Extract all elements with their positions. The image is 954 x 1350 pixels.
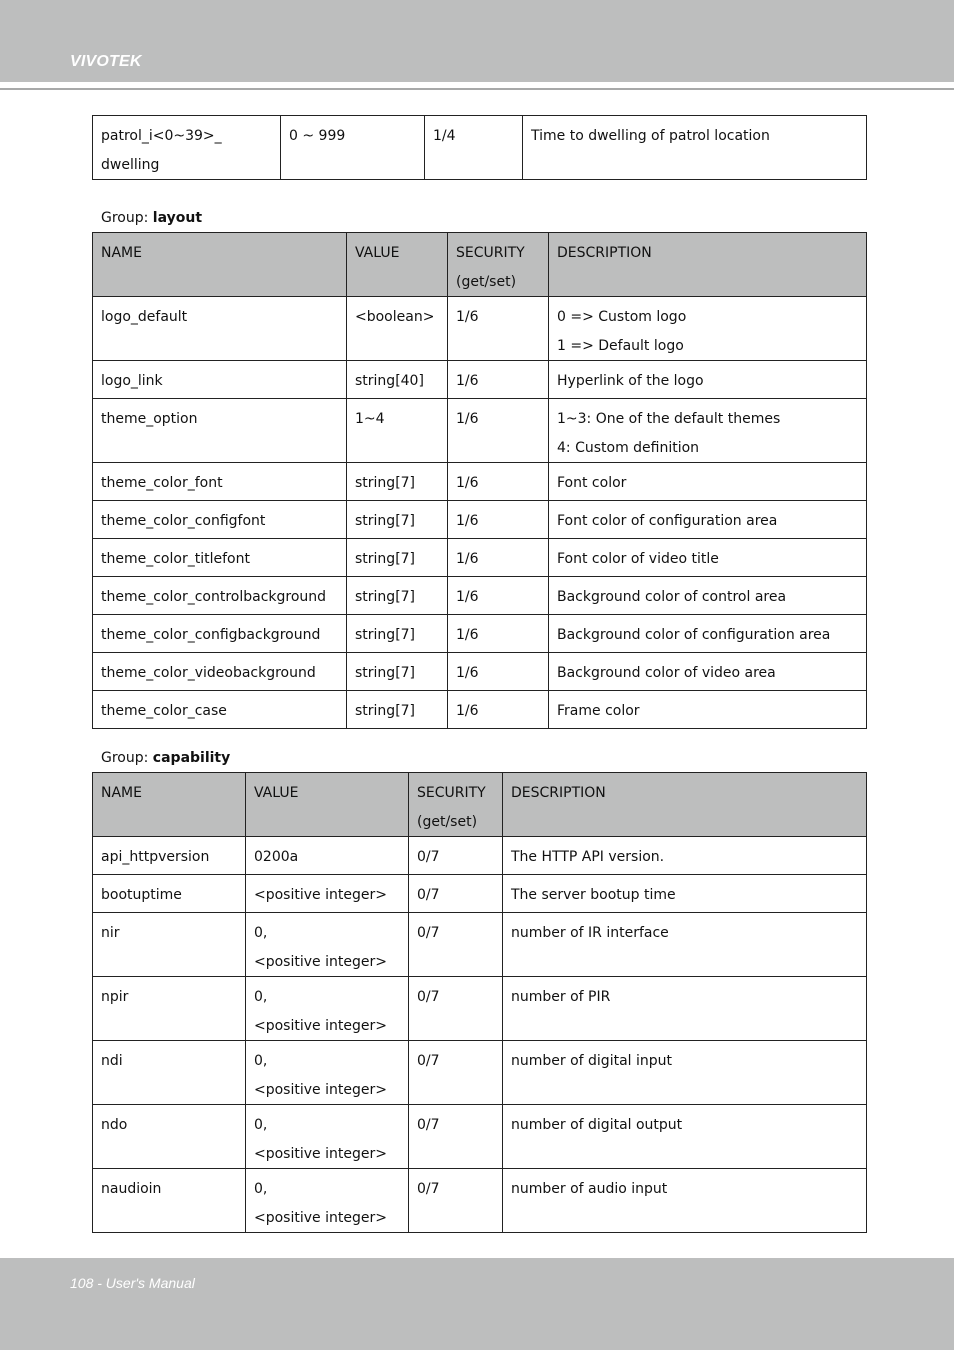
cell-line: naudioin xyxy=(101,1181,162,1197)
cell-description xyxy=(503,1041,867,1105)
cell-name xyxy=(93,501,347,539)
cell-name xyxy=(93,1169,246,1233)
cell-name xyxy=(93,913,246,977)
header-description: DESCRIPTION xyxy=(503,773,867,837)
table-row xyxy=(93,463,867,501)
cell-line: number of IR interface xyxy=(511,925,669,941)
cell-line: Time to dwelling of patrol location xyxy=(531,128,770,144)
cell-line: 1~3: One of the default themes xyxy=(557,411,781,427)
cell-value xyxy=(281,116,425,180)
cell-name xyxy=(93,875,246,913)
cell-value xyxy=(347,463,448,501)
cell-line: Background color of configuration area xyxy=(557,627,831,643)
cell-value xyxy=(246,913,409,977)
cell-value xyxy=(347,691,448,729)
cell-line: theme_color_configfont xyxy=(101,513,266,529)
cell-value xyxy=(347,501,448,539)
header-value: VALUE xyxy=(246,773,409,837)
table-row xyxy=(93,691,867,729)
capability-parameter-table xyxy=(92,772,867,1233)
cell-line: 1/6 xyxy=(456,373,479,389)
cell-line: 0/7 xyxy=(417,989,440,1005)
cell-name xyxy=(93,977,246,1041)
cell-line: dwelling xyxy=(101,156,160,173)
cell-line: 0/7 xyxy=(417,1053,440,1069)
cell-line: Font color of configuration area xyxy=(557,513,778,529)
cell-line: 0/7 xyxy=(417,1117,440,1133)
cell-line: theme_color_font xyxy=(101,475,223,491)
cell-line: theme_color_titlefont xyxy=(101,551,250,567)
group-name: layout xyxy=(152,210,203,226)
header-security-line: SECURITY xyxy=(417,785,486,801)
cell-line: string[7] xyxy=(355,703,416,719)
cell-line: 0/7 xyxy=(417,1181,440,1197)
cell-line: 1 => Default logo xyxy=(557,337,684,354)
table-row xyxy=(93,977,867,1041)
cell-security xyxy=(448,615,549,653)
cell-value xyxy=(347,361,448,399)
cell-line: 1/6 xyxy=(456,309,479,325)
cell-description xyxy=(503,1105,867,1169)
cell-security xyxy=(409,1105,503,1169)
cell-line: 1/6 xyxy=(456,589,479,605)
cell-description xyxy=(549,577,867,615)
cell-line: 0, xyxy=(254,1117,268,1133)
header-name: NAME xyxy=(93,773,246,837)
cell-name xyxy=(93,361,347,399)
cell-name xyxy=(93,1105,246,1169)
table-row xyxy=(93,399,867,463)
cell-security xyxy=(448,691,549,729)
cell-description xyxy=(549,615,867,653)
cell-line: 1/6 xyxy=(456,475,479,491)
cell-description xyxy=(549,653,867,691)
cell-security xyxy=(409,837,503,875)
cell-line: Font color xyxy=(557,475,627,491)
cell-description xyxy=(549,501,867,539)
cell-line: <positive integer> xyxy=(254,953,387,970)
cell-line: npir xyxy=(101,989,129,1005)
cell-description xyxy=(503,913,867,977)
cell-description xyxy=(549,539,867,577)
cell-name xyxy=(93,463,347,501)
cell-line: number of digital output xyxy=(511,1117,683,1133)
cell-line: The server bootup time xyxy=(511,887,676,903)
cell-line: patrol_i<0~39>_ xyxy=(101,128,222,144)
table-row xyxy=(93,539,867,577)
header-value: VALUE xyxy=(347,233,448,297)
cell-value xyxy=(347,399,448,463)
cell-line: Background color of video area xyxy=(557,665,776,681)
table-row xyxy=(93,1169,867,1233)
brand-logo-text: VIVOTEK xyxy=(70,53,142,70)
group-name: capability xyxy=(152,750,231,766)
layout-parameter-table xyxy=(92,232,867,729)
cell-line: 0, xyxy=(254,1181,268,1197)
cell-line: ndo xyxy=(101,1117,128,1133)
table-row xyxy=(93,501,867,539)
cell-line: 1/6 xyxy=(456,411,479,427)
table-row xyxy=(93,837,867,875)
cell-line: theme_option xyxy=(101,411,198,427)
header-security-line: (get/set) xyxy=(417,813,478,830)
cell-line: 1/6 xyxy=(456,551,479,567)
cell-security xyxy=(448,361,549,399)
cell-line: 1/6 xyxy=(456,627,479,643)
cell-line: 0, xyxy=(254,925,268,941)
table-row xyxy=(93,653,867,691)
cell-name xyxy=(93,297,347,361)
cell-line: bootuptime xyxy=(101,887,182,903)
cell-line: 0/7 xyxy=(417,887,440,903)
table-header-row xyxy=(93,773,867,837)
cell-name xyxy=(93,399,347,463)
cell-security xyxy=(448,653,549,691)
cell-description xyxy=(549,361,867,399)
page-number-label: 108 - User's Manual xyxy=(70,1275,195,1291)
cell-line: theme_color_videobackground xyxy=(101,665,316,681)
cell-line: theme_color_controlbackground xyxy=(101,589,327,605)
cell-line: logo_link xyxy=(101,373,163,389)
header-name: NAME xyxy=(93,233,347,297)
cell-line: <boolean> xyxy=(355,309,435,325)
header-security-line: (get/set) xyxy=(456,273,517,290)
patrol-dwelling-table xyxy=(92,115,867,180)
cell-line: 0200a xyxy=(254,849,299,865)
cell-security xyxy=(409,1169,503,1233)
table-row xyxy=(93,361,867,399)
cell-line: 1/6 xyxy=(456,703,479,719)
cell-line: 1/4 xyxy=(433,128,456,144)
cell-value xyxy=(246,1041,409,1105)
table-row xyxy=(93,1041,867,1105)
table-row xyxy=(93,1105,867,1169)
cell-name xyxy=(93,691,347,729)
cell-line: Frame color xyxy=(557,703,640,719)
header-security xyxy=(448,233,549,297)
cell-value xyxy=(347,539,448,577)
cell-value xyxy=(347,615,448,653)
cell-value xyxy=(246,977,409,1041)
table-row xyxy=(93,913,867,977)
header-divider xyxy=(0,88,954,90)
cell-security xyxy=(448,297,549,361)
cell-security xyxy=(448,539,549,577)
cell-line: number of digital input xyxy=(511,1053,673,1069)
cell-security xyxy=(448,501,549,539)
cell-line: 0, xyxy=(254,1053,268,1069)
cell-line: Background color of control area xyxy=(557,589,787,605)
layout-group-title xyxy=(101,209,202,227)
cell-security xyxy=(409,1041,503,1105)
cell-value xyxy=(246,875,409,913)
cell-line: string[7] xyxy=(355,513,416,529)
cell-line: Font color of video title xyxy=(557,551,719,567)
cell-name xyxy=(93,577,347,615)
cell-security xyxy=(448,399,549,463)
page-header xyxy=(0,0,954,82)
cell-line: 4: Custom definition xyxy=(557,439,700,456)
cell-description xyxy=(503,837,867,875)
page-footer xyxy=(0,1258,954,1350)
cell-security xyxy=(448,577,549,615)
cell-value xyxy=(347,577,448,615)
cell-line: theme_color_case xyxy=(101,703,227,719)
header-description: DESCRIPTION xyxy=(549,233,867,297)
cell-description xyxy=(503,977,867,1041)
cell-line: 0 ~ 999 xyxy=(289,128,346,144)
cell-description xyxy=(503,875,867,913)
cell-security xyxy=(409,977,503,1041)
capability-group-title xyxy=(101,749,230,767)
cell-line: string[7] xyxy=(355,475,416,491)
cell-line: theme_color_configbackground xyxy=(101,627,321,643)
cell-description xyxy=(549,399,867,463)
cell-description xyxy=(549,297,867,361)
cell-name xyxy=(93,653,347,691)
cell-line: number of PIR xyxy=(511,989,611,1005)
table-row xyxy=(93,297,867,361)
cell-security xyxy=(448,463,549,501)
cell-line: 0/7 xyxy=(417,925,440,941)
header-security xyxy=(409,773,503,837)
cell-line: <positive integer> xyxy=(254,1081,387,1098)
cell-line: <positive integer> xyxy=(254,887,387,903)
cell-line: number of audio input xyxy=(511,1181,668,1197)
table-row xyxy=(93,116,867,180)
cell-line: Hyperlink of the logo xyxy=(557,373,704,389)
table-header-row xyxy=(93,233,867,297)
cell-value xyxy=(347,653,448,691)
cell-name xyxy=(93,837,246,875)
cell-name xyxy=(93,539,347,577)
cell-name xyxy=(93,615,347,653)
cell-line: string[7] xyxy=(355,589,416,605)
cell-name xyxy=(93,116,281,180)
table-row xyxy=(93,875,867,913)
cell-line: 0, xyxy=(254,989,268,1005)
cell-line: 1/6 xyxy=(456,665,479,681)
table-row xyxy=(93,577,867,615)
cell-line: 0/7 xyxy=(417,849,440,865)
cell-line: <positive integer> xyxy=(254,1209,387,1226)
cell-line: The HTTP API version. xyxy=(511,849,665,865)
cell-line: logo_default xyxy=(101,309,188,325)
cell-security xyxy=(409,913,503,977)
cell-line: string[40] xyxy=(355,373,424,389)
header-security-line: SECURITY xyxy=(456,245,525,261)
cell-value xyxy=(246,1105,409,1169)
cell-line: 1~4 xyxy=(355,411,385,427)
table-row xyxy=(93,615,867,653)
cell-security xyxy=(409,875,503,913)
cell-line: string[7] xyxy=(355,551,416,567)
cell-description xyxy=(549,691,867,729)
cell-line: string[7] xyxy=(355,627,416,643)
cell-line: <positive integer> xyxy=(254,1017,387,1034)
cell-line: <positive integer> xyxy=(254,1145,387,1162)
cell-security xyxy=(425,116,523,180)
cell-line: api_httpversion xyxy=(101,849,210,865)
cell-description xyxy=(503,1169,867,1233)
cell-line: 0 => Custom logo xyxy=(557,309,687,325)
cell-name xyxy=(93,1041,246,1105)
group-label: Group: xyxy=(101,750,153,766)
cell-description xyxy=(549,463,867,501)
cell-value xyxy=(347,297,448,361)
cell-line: string[7] xyxy=(355,665,416,681)
cell-line: nir xyxy=(101,925,120,941)
cell-line: ndi xyxy=(101,1053,123,1069)
cell-line: 1/6 xyxy=(456,513,479,529)
cell-description xyxy=(523,116,867,180)
cell-value xyxy=(246,1169,409,1233)
group-label: Group: xyxy=(101,210,153,226)
cell-value xyxy=(246,837,409,875)
